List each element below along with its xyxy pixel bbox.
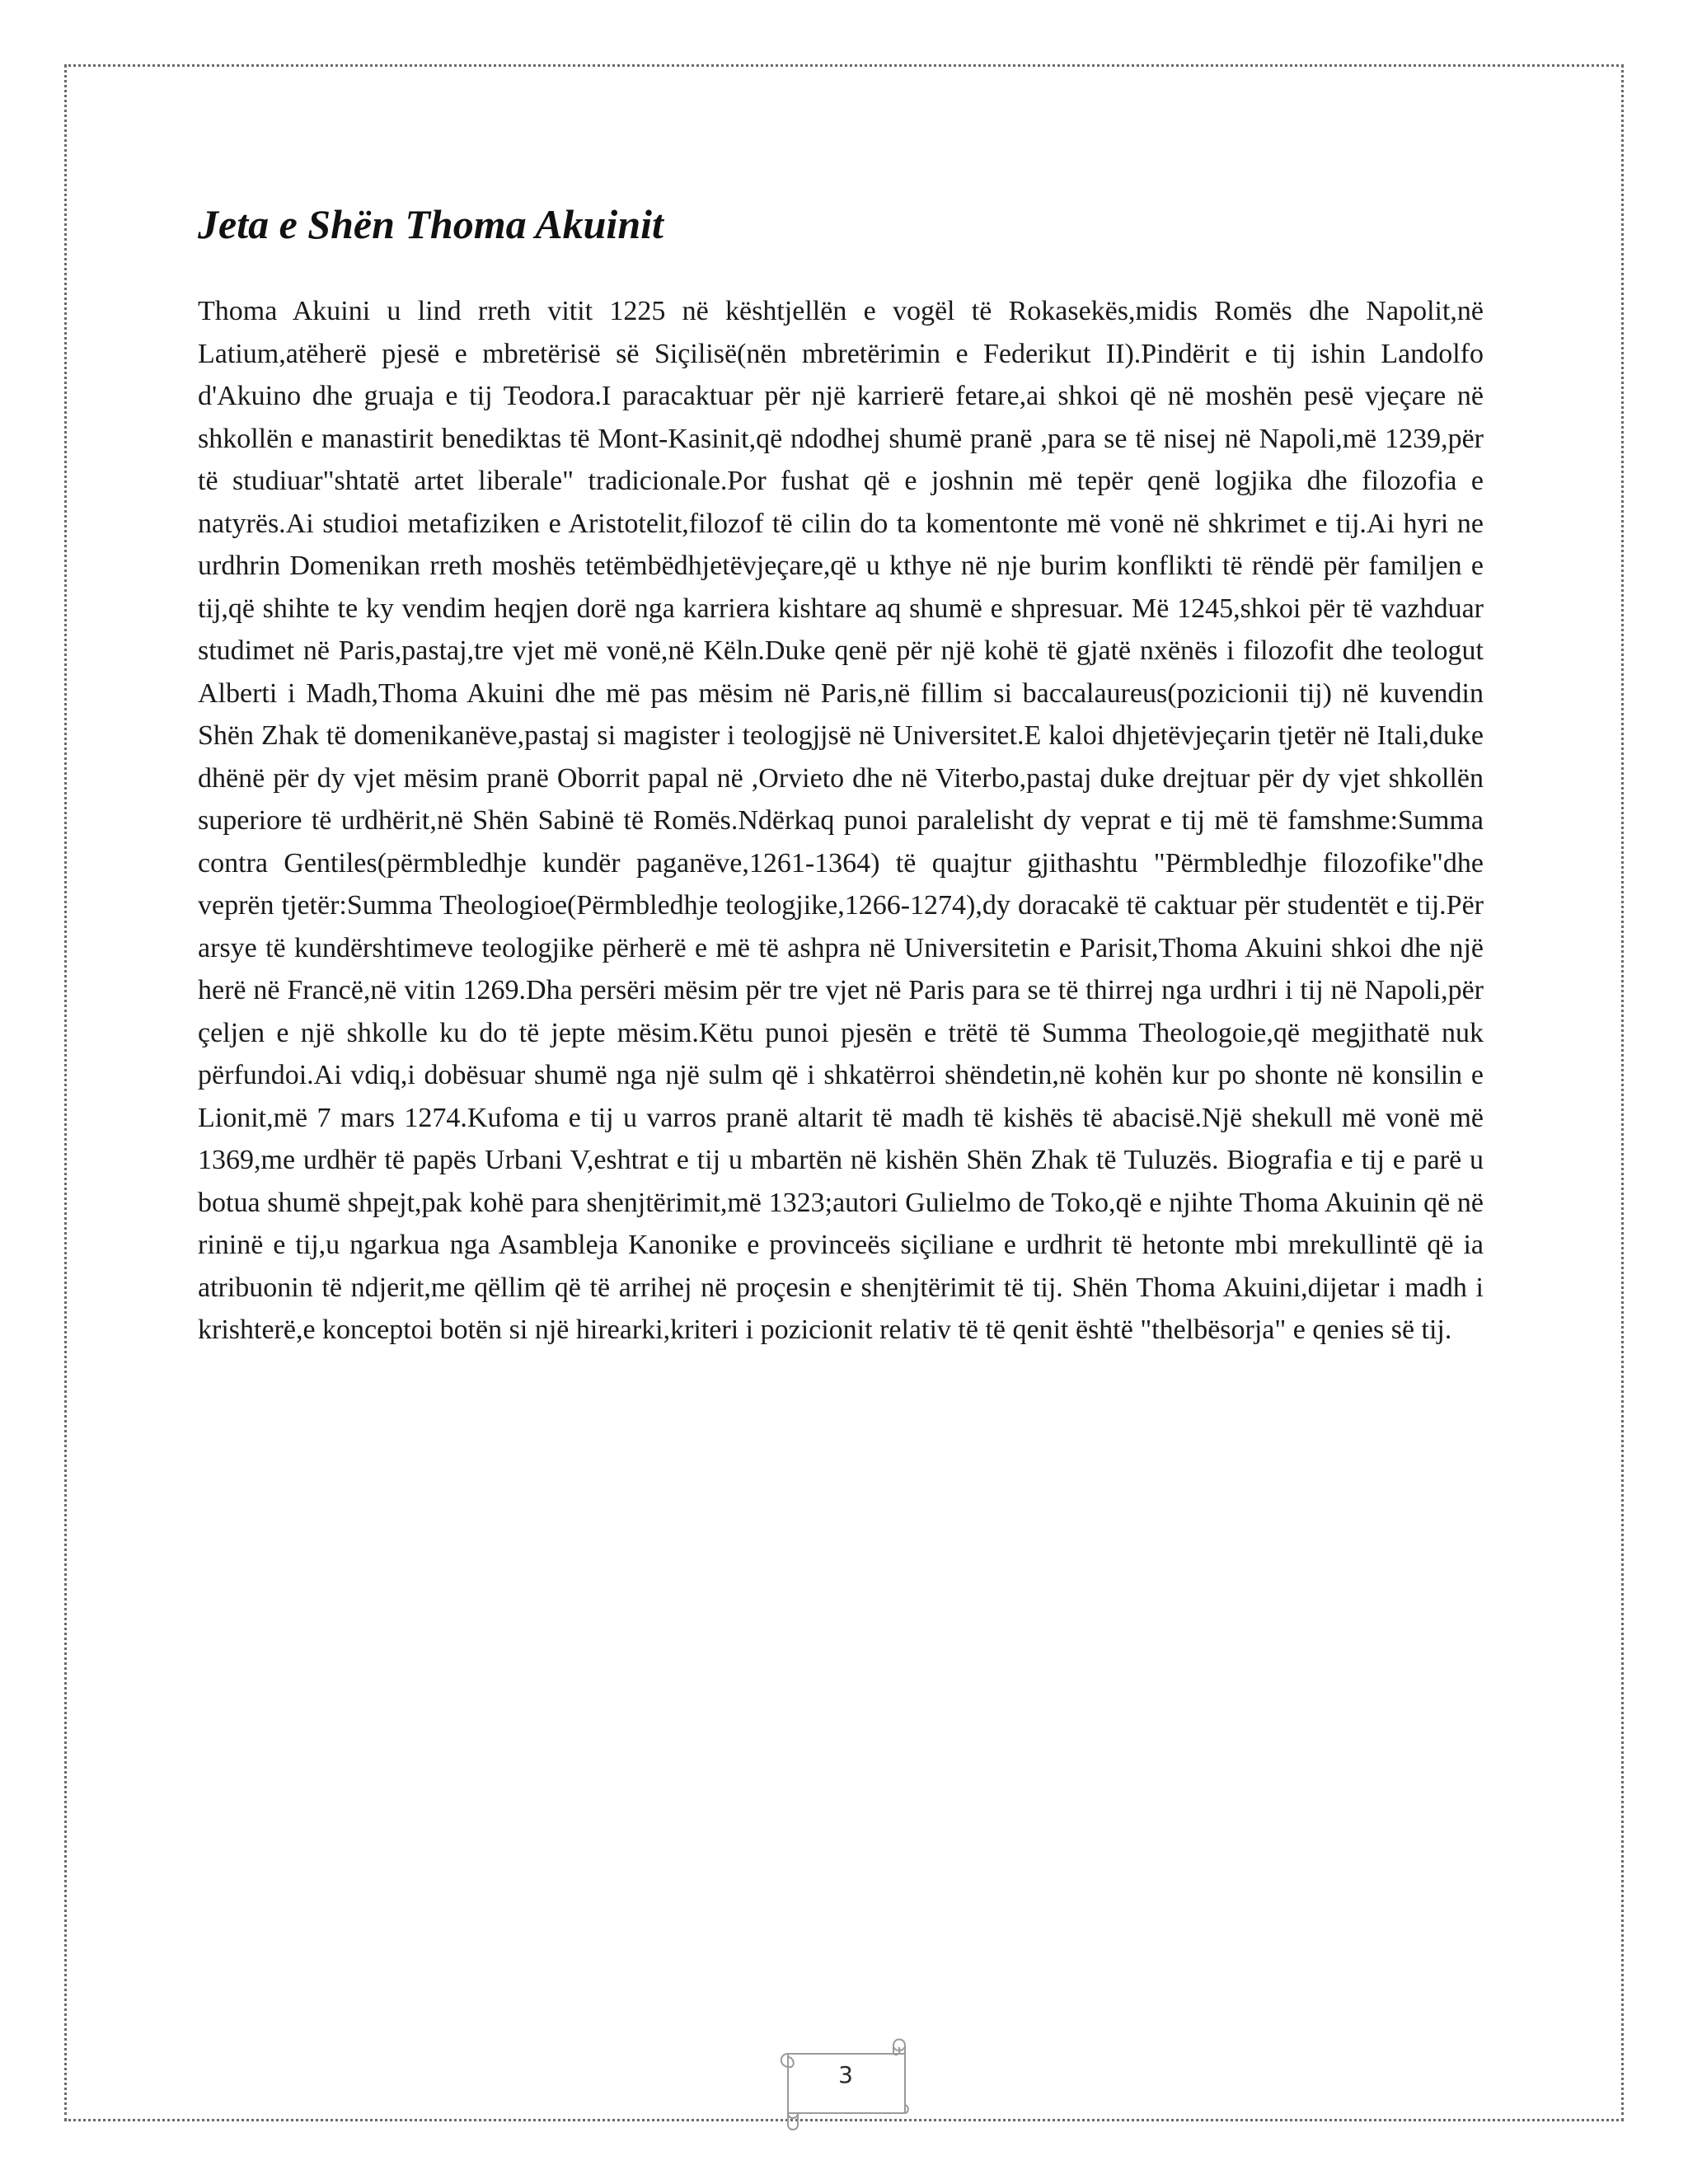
body-paragraph: Thoma Akuini u lind rreth vitit 1225 në kështjellën e vogël të Rokasekës,midis Romës dhe Napolit,në Latium,atëherë pjesë e mbretërisë së Siçilisë(nën mbretërimin e Federikut II).Pindërit e tij ishin Landolfo d'Akuino dhe gruaja e tij Teodora.I paracaktuar për një karrierë fetare,ai shkoi që në moshën pesë vjeçare në shkollën e manastirit benediktas të Mont-Kasinit,që ndodhej shumë pranë ,para se të nisej në Napoli,më 1239,për të studiuar"shtatë artet liberale" tradicionale.Por fushat që e joshnin më tepër qenë logjika dhe filozofia e natyrës.Ai studioi metafiziken e Aristotelit,filozof të cilin do ta komentonte më vonë në shkrimet e tij.Ai hyri ne urdhrin Domenikan rreth moshës tetëmbëdhjetëvjeçare,që u kthye në nje burim konflikti të rëndë për familjen e tij,që shihte te ky vendim heqjen dorë nga karriera kishtare aq shumë e shpresuar. Më 1245,shkoi për të vazhduar studimet në Paris,pastaj,tre vjet më vonë,në Këln.Duke qenë për një kohë të gjatë nxënës i filozofit dhe teologut Alberti i Madh,Thoma Akuini dhe më pas mësim në Paris,në fillim si baccalaureus(pozicionii tij) në kuvendin Shën Zhak të domenikanëve,pastaj si magister i teologjjsë në Universitet.E kaloi dhjetëvjeçarin tjetër në Itali,duke dhënë për dy vjet mësim pranë Oborrit papal në ,Orvieto dhe në Viterbo,pastaj duke drejtuar për dy vjet shkollën superiore të urdhërit,në Shën Sabinë të Romës.Ndërkaq punoi paralelisht dy veprat e tij më të famshme:Summa contra Gentiles(përmbledhje kundër paganëve,1261-1364) të quajtur gjithashtu "Përmbledhje filozofike"dhe veprën tjetër:Summa Theologioe(Përmbledhje teologjike,1266-1274),dy doracakë të caktuar për studentët e tij.Për arsye të kundërshtimeve teologjike përherë e më të ashpra në Universitetin e Parisit,Thoma Akuini shkoi dhe një herë në Francë,në vitin 1269.Dha persëri mësim për tre vjet në Paris para se të thirrej nga urdhri i tij në Napoli,për çeljen e një shkolle ku do të jepte mësim.Këtu punoi pjesën e trëtë të Summa Theologoie,që megjithatë nuk përfundoi.Ai vdiq,i dobësuar shumë nga një sulm që i shkatërroi shëndetin,në kohën kur po shonte në konsilin e Lionit,më 7 mars 1274.Kufoma e tij u varros pranë altarit të madh të kishës të abacisë.Një shekull më vonë më 1369,me urdhër të papës Urbani V,eshtrat e tij u mbartën në kishën Shën Zhak të Tuluzës. Biografia e tij e parë u botua shumë shpejt,pak kohë para shenjtërimit,më 1323;autori Gulielmo de Toko,që e njihte Thoma Akuinin që në rininë e tij,u ngarkua nga Asambleja Kanonike e provinceës siçiliane e urdhrit të hetonte mbi mrekullintë që ia atribuonin të ndjerit,me qëllim që të arrihej në proçesin e shenjtërimit të tij. Shën Thoma Akuini,dijetar i madh i krishterë,e konceptoi botën si një hirearki,kriteri i pozicionit relativ të të qenit është "thelbësorja" e qenies së tij. [198, 296, 1484, 1345]
document-content [198, 191, 1484, 1352]
page-number-footer [773, 2034, 918, 2133]
page-number: 3 [838, 2061, 853, 2088]
document-title: Jeta e Shën Thoma Akuinit [198, 201, 663, 247]
